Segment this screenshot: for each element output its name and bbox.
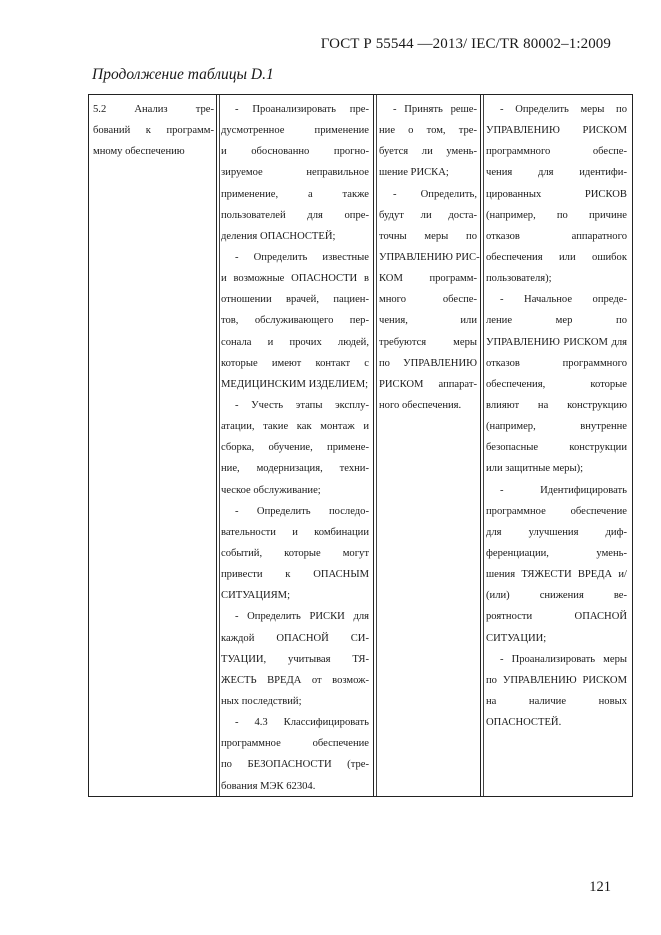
table-cell-line: и обоснованно прогно- — [221, 146, 369, 158]
table-cell-line: РИСКОМ аппарат- — [379, 378, 477, 390]
table-cell-line: - Идентифицировать — [500, 484, 627, 496]
table-cell-line: или защитные меры); — [486, 463, 584, 475]
table-cell-line: ческое обслуживание; — [221, 484, 321, 496]
table-cell-line: по УПРАВЛЕНИЮ РИСКОМ — [486, 674, 627, 686]
table-cell-line: (или) снижения ве- — [486, 590, 627, 602]
table-cell-line: зируемое неправильное — [221, 167, 369, 179]
table-cell-line: отношении врачей, пациен- — [221, 294, 369, 306]
table-cell-line: - Определить РИСКИ для — [235, 611, 369, 623]
table-cell-line: КОМ программ- — [379, 273, 477, 285]
table-cell-line: ление мер по — [486, 315, 627, 327]
table-cell-line: (например, внутренне — [486, 421, 627, 433]
table-cell-line: УПРАВЛЕНИЮ РИСКОМ — [486, 125, 627, 137]
table-cell-line: - Принять реше- — [393, 104, 477, 115]
table-cell-line: программное обеспечение — [486, 505, 627, 517]
table-cell-line: по БЕЗОПАСНОСТИ (тре- — [221, 759, 369, 771]
table-cell-line: для улучшения диф- — [486, 526, 627, 538]
table-cell-line: каждой ОПАСНОЙ СИ- — [221, 632, 369, 644]
table-cell-line: ние о том, тре- — [379, 125, 477, 137]
table-cell-line: 5.2 Анализ тре- — [93, 104, 214, 115]
table-cell-line: чения для идентифи- — [486, 167, 627, 179]
table-cell-line: роятности ОПАСНОЙ — [486, 611, 627, 623]
table-column-analysis — [216, 95, 373, 796]
table-continuation-caption: Продолжение таблицы D.1 — [92, 66, 274, 83]
table-column-risk-control — [480, 95, 631, 796]
table-cell-line: - Начальное опреде- — [500, 294, 627, 306]
table-cell-line: влияют на конструкцию — [486, 399, 627, 411]
table-cell-line: МЕДИЦИНСКИМ ИЗДЕЛИЕМ; — [221, 378, 369, 390]
table-cell-line: сборка, обучение, примене- — [221, 442, 369, 454]
table-cell-line: СИТУАЦИЯМ; — [221, 590, 291, 602]
table-cell-line: ние, модернизация, техни- — [221, 463, 369, 475]
table-cell-line: будут ли доста- — [379, 209, 477, 221]
table-cell-line: - Проанализировать пре- — [235, 104, 369, 115]
table-cell-line: пользователей для опре- — [221, 209, 369, 221]
table-cell-line: УПРАВЛЕНИЮ РИСКОМ для — [486, 336, 627, 348]
table-cell-line: много обеспе- — [379, 294, 477, 306]
table-column-decision — [373, 95, 480, 796]
table-cell-line: безопасные конструкции — [486, 442, 627, 454]
table-cell-line: СИТУАЦИИ; — [486, 632, 547, 644]
table-cell-line: ТУАЦИИ, учитывая ТЯ- — [221, 653, 369, 665]
table-cell-line: обеспечения или ошибок — [486, 251, 627, 263]
table-cell-line: применение, а также — [221, 188, 369, 200]
table-cell-line: ЖЕСТЬ ВРЕДА от возмож- — [221, 674, 369, 686]
page-number: 121 — [589, 879, 611, 895]
table-cell-line: пользователя); — [486, 273, 552, 285]
document-header: ГОСТ Р 55544 —2013/ IEC/TR 80002–1:2009 — [320, 36, 611, 52]
table-cell-line: - Учесть этапы эксплу- — [235, 399, 369, 411]
table-cell-line: ных последствий; — [221, 695, 302, 707]
table-cell-line: и возможные ОПАСНОСТИ в — [221, 273, 369, 285]
table-cell-line: - Определить меры по — [500, 104, 627, 115]
table-cell-line: буется ли умень- — [379, 146, 477, 158]
table-cell-line: дусмотренное применение — [221, 125, 369, 137]
table-cell-line: ОПАСНОСТЕЙ. — [486, 717, 562, 729]
table-cell-line: (например, по причине — [486, 209, 627, 221]
table-cell-line: - Определить, — [393, 188, 477, 200]
table-cell-line: вательности и комбинации — [221, 526, 369, 538]
table-cell-line: сонала и прочих людей, — [221, 336, 369, 348]
table-cell-line: программного обеспе- — [486, 146, 627, 158]
table-cell-line: шения ТЯЖЕСТИ ВРЕДА и/ — [486, 569, 627, 581]
table-cell-line: - Проанализировать меры — [500, 653, 627, 665]
table-cell-line: по УПРАВЛЕНИЮ — [379, 357, 477, 369]
table-cell-line: чения, или — [379, 315, 477, 327]
table-cell-line: деления ОПАСНОСТЕЙ; — [221, 230, 336, 242]
table-cell-line: ного обеспечения. — [379, 399, 462, 411]
table-cell-line: бования МЭК 62304. — [221, 780, 316, 792]
table-cell-line: ференциации, умень- — [486, 547, 627, 559]
table-column-stage — [89, 95, 216, 796]
table-cell-line: привести к ОПАСНЫМ — [221, 569, 369, 581]
table-cell-line: шение РИСКА; — [379, 167, 449, 179]
table-cell-line: - Определить известные — [235, 251, 369, 263]
table-cell-line: бований к программ- — [93, 125, 214, 137]
table-cell-line: отказов аппаратного — [486, 230, 627, 242]
table-cell-line: программное обеспечение — [221, 738, 369, 750]
table-cell-line: на наличие новых — [486, 695, 627, 707]
table-cell-line: отказов программного — [486, 357, 627, 369]
table-cell-line: точны меры по — [379, 230, 477, 242]
table-cell-line: требуются меры — [379, 336, 477, 348]
table-cell-line: мному обеспечению — [93, 146, 185, 158]
table-cell-line: цированных РИСКОВ — [486, 188, 627, 200]
table-cell-line: - Определить последо- — [235, 505, 369, 517]
table-cell-line: тов, обслуживающего пер- — [221, 315, 369, 327]
table-cell-line: обеспечения, которые — [486, 378, 627, 390]
table-cell-line: событий, которые могут — [221, 547, 369, 559]
table-cell-line: УПРАВЛЕНИЮ РИС- — [379, 251, 480, 263]
table-cell-line: - 4.3 Классифицировать — [235, 717, 369, 729]
table-cell-line: атации, такие как монтаж и — [221, 421, 369, 433]
table-cell-line: которые имеют контакт с — [221, 357, 369, 369]
requirements-table — [88, 94, 633, 797]
